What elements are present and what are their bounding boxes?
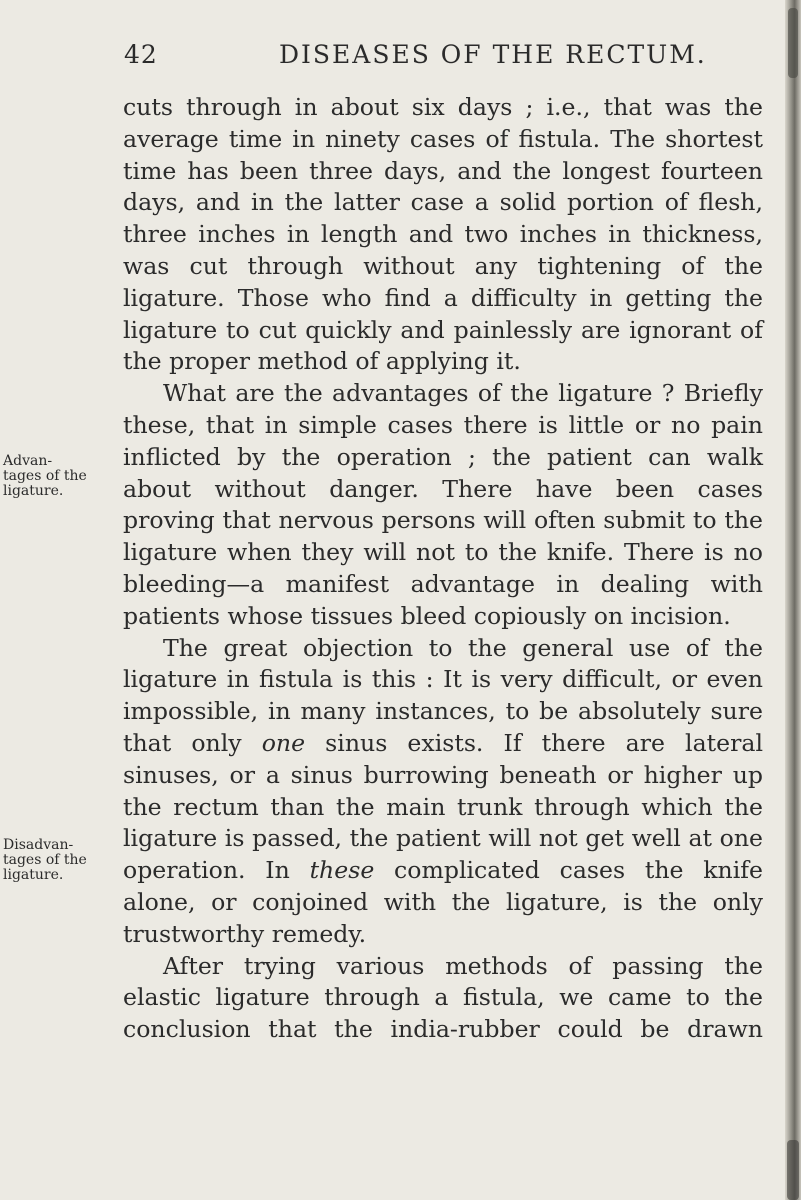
margin-note-line: Disadvan- [3, 837, 74, 853]
running-title: DISEASES OF THE RECTUM. [279, 40, 707, 69]
paragraph: After trying various methods of passing the elastic ligature through a fistula, we came to the conclusion that the india-rubber could be drawn [123, 951, 763, 1044]
page-number: 42 [124, 40, 158, 69]
emphasis: these [309, 856, 375, 885]
margin-note-line: Advan- [3, 453, 53, 469]
edge-stain [788, 8, 798, 78]
margin-note-line: tages of the [3, 852, 87, 868]
margin-note-line: ligature. [3, 483, 64, 499]
margin-note-advantages [3, 454, 118, 499]
margin-note-line: ligature. [3, 867, 64, 883]
paragraph: cuts through in about six days ; i.e., that was the average time in ninety cases of fistula. The shortest time has been three days, and the longest fourteen days, and in the latter case a solid portion of flesh, three inches in length and two inches in thickness, was cut through without any tightening of the ligature. Those who find a difficulty in getting the ligature to cut quickly and painlessly are ignorant of the proper method of applying it. [123, 93, 763, 376]
page-edge-shadow [785, 0, 801, 1200]
margin-note-disadvantages [3, 838, 118, 883]
margin-note-line: tages of the [3, 468, 87, 484]
paragraph: The great objection to the general use of the ligature in fistula is this : It is very difficult, or even impossible, in many instances, to be absolutely sure that only one sinus exists. If there are lateral sinuses, or a sinus burrowing beneath or higher up the rectum than the main trunk through which the ligature is passed, the patient will not get well at one operation. In these complicated cases the knife alone, or conjoined with the ligature, is the only trustworthy remedy. [123, 633, 764, 948]
paragraph: What are the advantages of the ligature ? Briefly these, that in simple cases there is little or no pain inflicted by the operation ; the patient can walk about without danger. There have been cases proving that nervous persons will often submit to the ligature when they will not to the knife. There is no bleeding—a manifest advantage in dealing with patients whose tissues bleed copiously on incision. [123, 379, 763, 630]
edge-stain [787, 1140, 799, 1200]
emphasis: one [261, 728, 306, 757]
page-header [124, 40, 764, 76]
body-text [123, 92, 763, 1046]
